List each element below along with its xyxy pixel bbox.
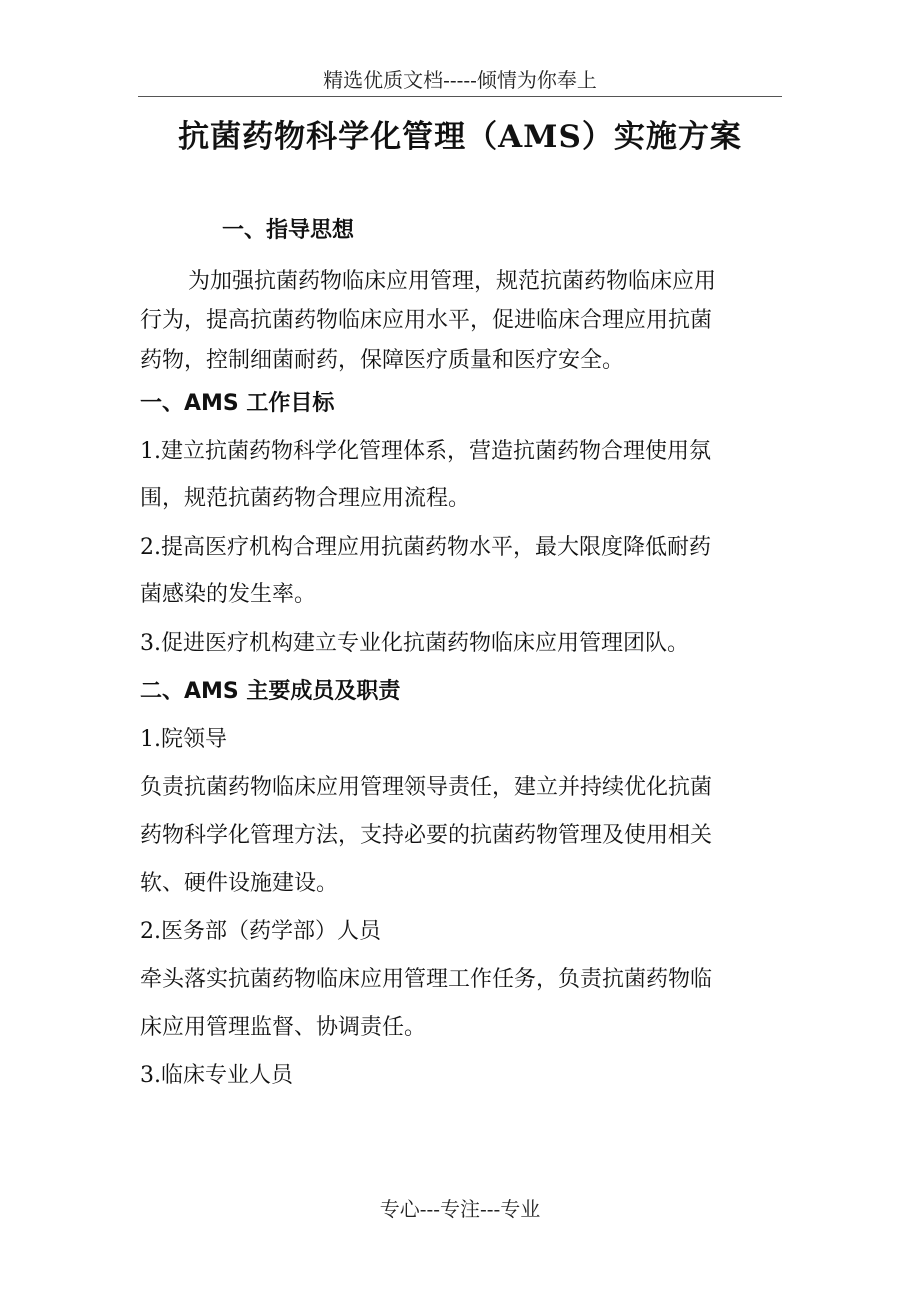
paragraph-line: 2.提高医疗机构合理应用抗菌药物水平，最大限度降低耐药	[140, 535, 711, 560]
section-heading-guiding: 一、指导思想	[222, 218, 355, 243]
paragraph-line: 围，规范抗菌药物合理应用流程。	[140, 486, 471, 511]
page-header: 精选优质文档-----倾情为你奉上	[323, 68, 597, 92]
paragraph-line: 床应用管理监督、协调责任。	[140, 1015, 427, 1040]
paragraph-line: 负责抗菌药物临床应用管理领导责任，建立并持续优化抗菌	[140, 775, 713, 800]
paragraph-line: 3.临床专业人员	[140, 1063, 293, 1088]
paragraph-line: 菌感染的发生率。	[140, 582, 317, 607]
document-title: 抗菌药物科学化管理（AMS）实施方案	[178, 119, 742, 155]
paragraph-line: 软、硬件设施建设。	[140, 871, 339, 896]
paragraph-line: 2.医务部（药学部）人员	[140, 919, 381, 944]
paragraph-line: 牵头落实抗菌药物临床应用管理工作任务，负责抗菌药物临	[140, 967, 713, 992]
paragraph-line: 1.院领导	[140, 727, 227, 752]
page-footer: 专心---专注---专业	[379, 1197, 541, 1221]
section-heading-members: 二、AMS 主要成员及职责	[140, 679, 401, 704]
paragraph-line: 行为，提高抗菌药物临床应用水平，促进临床合理应用抗菌	[140, 308, 713, 333]
paragraph-line: 3.促进医疗机构建立专业化抗菌药物临床应用管理团队。	[140, 631, 689, 656]
header-divider	[138, 96, 782, 97]
paragraph-line: 药物，控制细菌耐药，保障医疗质量和医疗安全。	[140, 348, 625, 373]
paragraph-line: 1.建立抗菌药物科学化管理体系，营造抗菌药物合理使用氛	[140, 439, 711, 464]
section-heading-goals: 一、AMS 工作目标	[140, 391, 335, 416]
paragraph-line: 为加强抗菌药物临床应用管理，规范抗菌药物临床应用	[188, 269, 717, 294]
paragraph-line: 药物科学化管理方法，支持必要的抗菌药物管理及使用相关	[140, 823, 713, 848]
